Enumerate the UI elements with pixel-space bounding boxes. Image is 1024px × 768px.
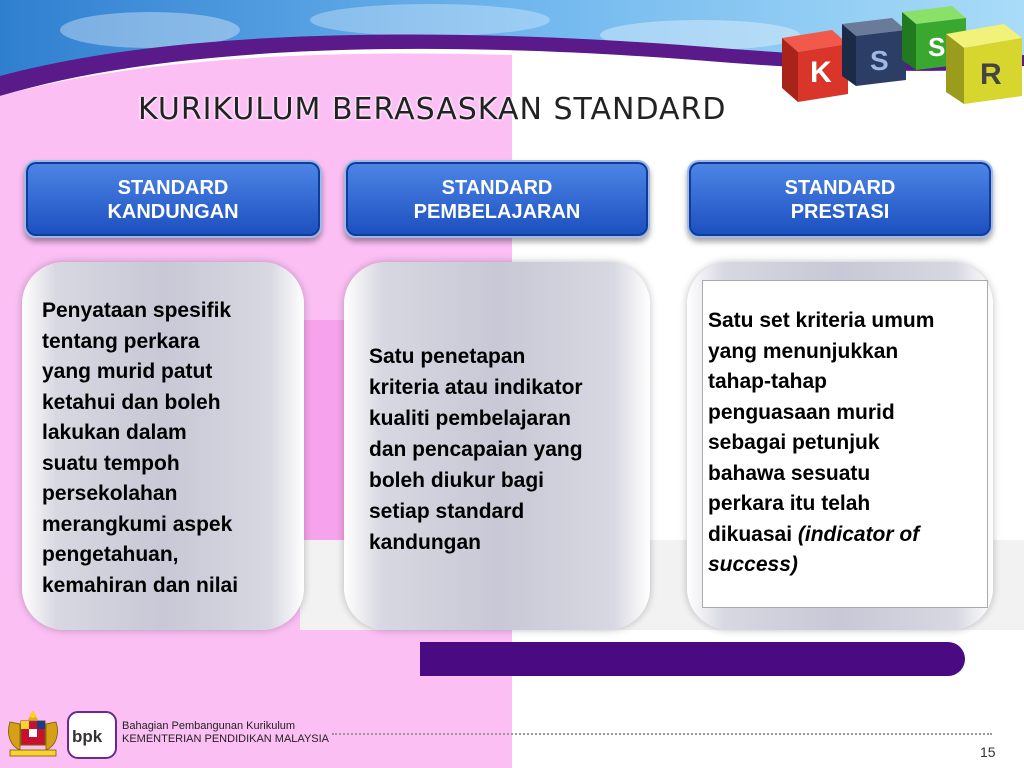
cube-letter-s-green: S (928, 32, 946, 62)
malaysia-crest-icon (4, 708, 62, 760)
footer-department: Bahagian Pembangunan Kurikulum (122, 720, 296, 732)
footer-ministry: KEMENTERIAN PENDIDIKAN MALAYSIA (122, 733, 330, 745)
prestasi-description-main: Satu set kriteria umum yang menunjukkan tahap-tahap penguasaan murid sebagai petunjuk bahawa sesuatu perkara itu telah dikuasai (708, 309, 935, 546)
standard-prestasi-button[interactable] (687, 160, 993, 238)
pembelajaran-description: Satu penetapan kriteria atau indikator kualiti pembelajaran dan pencapaian yang boleh diukur bagi setiap standard kandungan (369, 345, 583, 554)
bpk-logo-text: bpk (72, 727, 103, 746)
footer-divider (332, 733, 992, 735)
cube-letter-r: R (980, 58, 1002, 91)
standard-kandungan-label: STANDARD KANDUNGAN (107, 177, 239, 223)
page-title: KURIKULUM BERASASKAN STANDARD (138, 92, 727, 127)
standard-kandungan-button[interactable] (24, 160, 322, 238)
standard-pembelajaran-button[interactable] (344, 160, 650, 238)
page-number: 15 (980, 744, 996, 760)
standard-pembelajaran-label: STANDARD PEMBELAJARAN (413, 177, 581, 223)
kandungan-description: Penyataan spesifik tentang perkara yang murid patut ketahui dan boleh lakukan dalam suatu tempoh persekolahan merangkumi aspek pengetahuan, kemahiran dan nilai (42, 299, 239, 597)
cube-letter-k: K (810, 56, 832, 89)
kssr-cubes (770, 0, 1024, 110)
standard-prestasi-label: STANDARD PRESTASI (784, 177, 896, 223)
purple-bar (420, 642, 965, 676)
footer-organization (122, 720, 329, 746)
prestasi-description-italic: (indicator of success) (708, 522, 920, 576)
prestasi-description (708, 306, 988, 581)
cube-letter-s-navy: S (870, 45, 889, 76)
bpk-logo-icon (67, 711, 117, 759)
